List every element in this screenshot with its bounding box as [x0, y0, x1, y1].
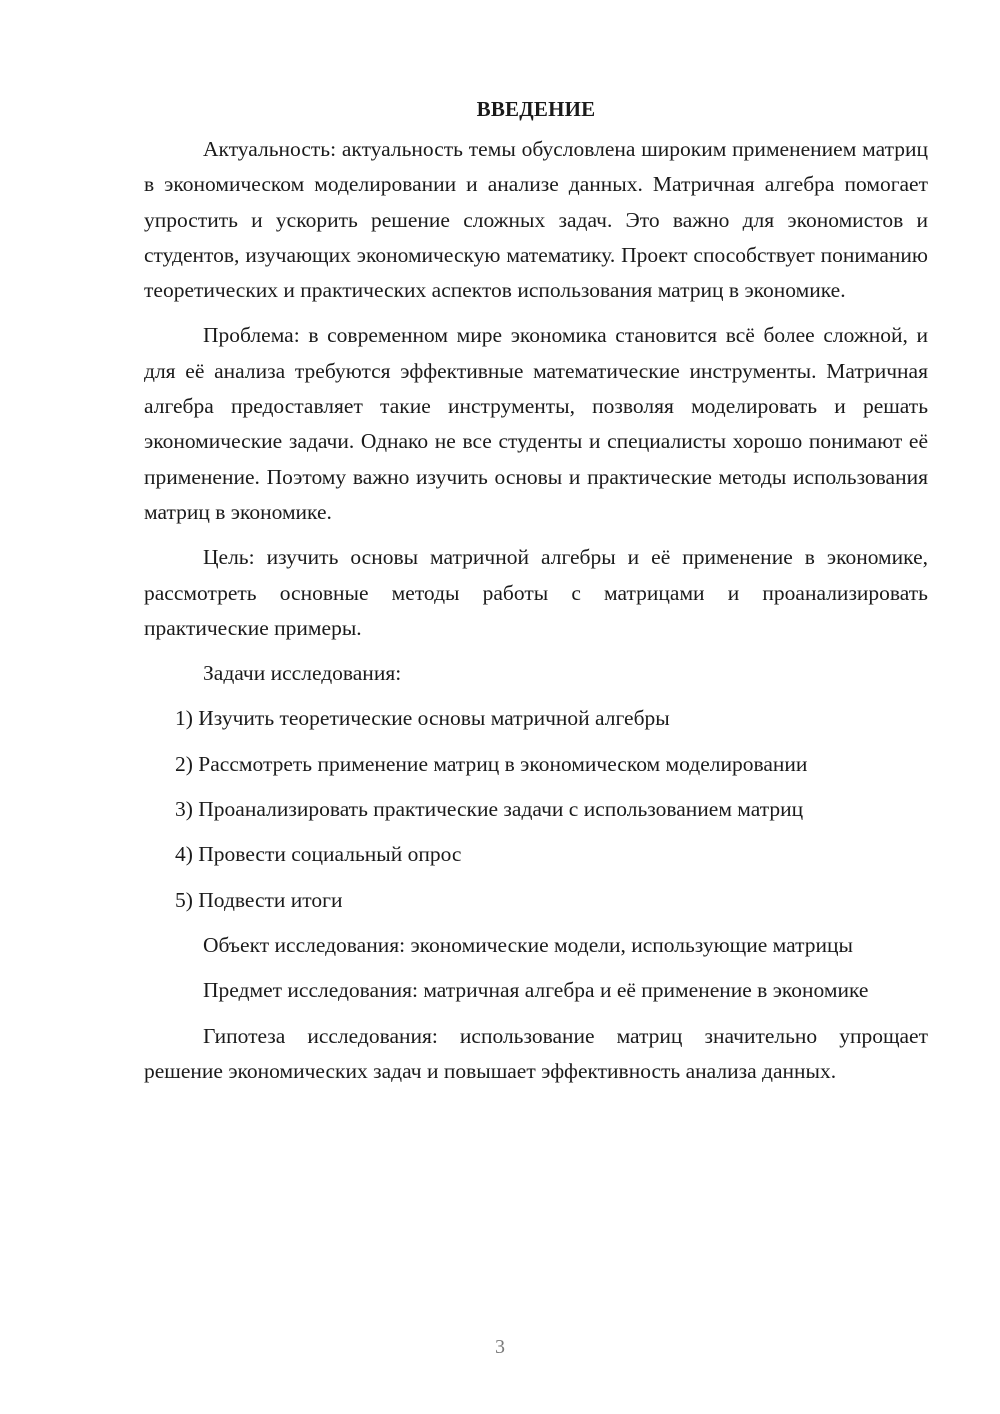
object-paragraph: Объект исследования: экономические модели, использующие матрицы — [203, 932, 853, 957]
document-page — [144, 92, 928, 1099]
hypothesis-paragraph: Гипотеза исследования: использование матриц значительно упрощает решение экономических задач и повышает эффективность анализа данных. — [144, 1023, 928, 1083]
task-item: 3) Проанализировать практические задачи с использованием матриц — [175, 797, 804, 822]
tasks-list — [144, 701, 928, 917]
problem-paragraph: Проблема: в современном мире экономика становится всё более сложной, и для её анализа требуются эффективные математические инструменты. Матричная алгебра предоставляет такие инструменты, позволяя моделировать и решать экономические задачи. Однако не все студенты и специалисты хорошо понимают её применение. Поэтому важно изучить основы и практические методы использования матриц в экономике. — [144, 323, 928, 524]
task-item: 2) Рассмотреть применение матриц в экономическом моделировании — [175, 751, 808, 776]
page-number: 3 — [495, 1336, 505, 1358]
relevance-paragraph: Актуальность: актуальность темы обусловлена широким применением матриц в экономическом моделировании и анализе данных. Матричная алгебра помогает упростить и ускорить решение сложных задач. Это важно для экономистов и студентов, изучающих экономическую математику. Проект способствует пониманию теоретических и практических аспектов использования матриц в экономике. — [144, 137, 928, 303]
task-item: 1) Изучить теоретические основы матричной алгебры — [175, 706, 670, 731]
goal-paragraph: Цель: изучить основы матричной алгебры и её применение в экономике, рассмотреть основные методы работы с матрицами и проанализировать практические примеры. — [144, 545, 928, 640]
task-item: 5) Подвести итоги — [175, 887, 343, 912]
task-item: 4) Провести социальный опрос — [175, 842, 462, 867]
section-title: ВВЕДЕНИЕ — [476, 97, 596, 121]
tasks-heading: Задачи исследования: — [203, 661, 402, 686]
subject-paragraph: Предмет исследования: матричная алгебра и её применение в экономике — [203, 978, 869, 1003]
